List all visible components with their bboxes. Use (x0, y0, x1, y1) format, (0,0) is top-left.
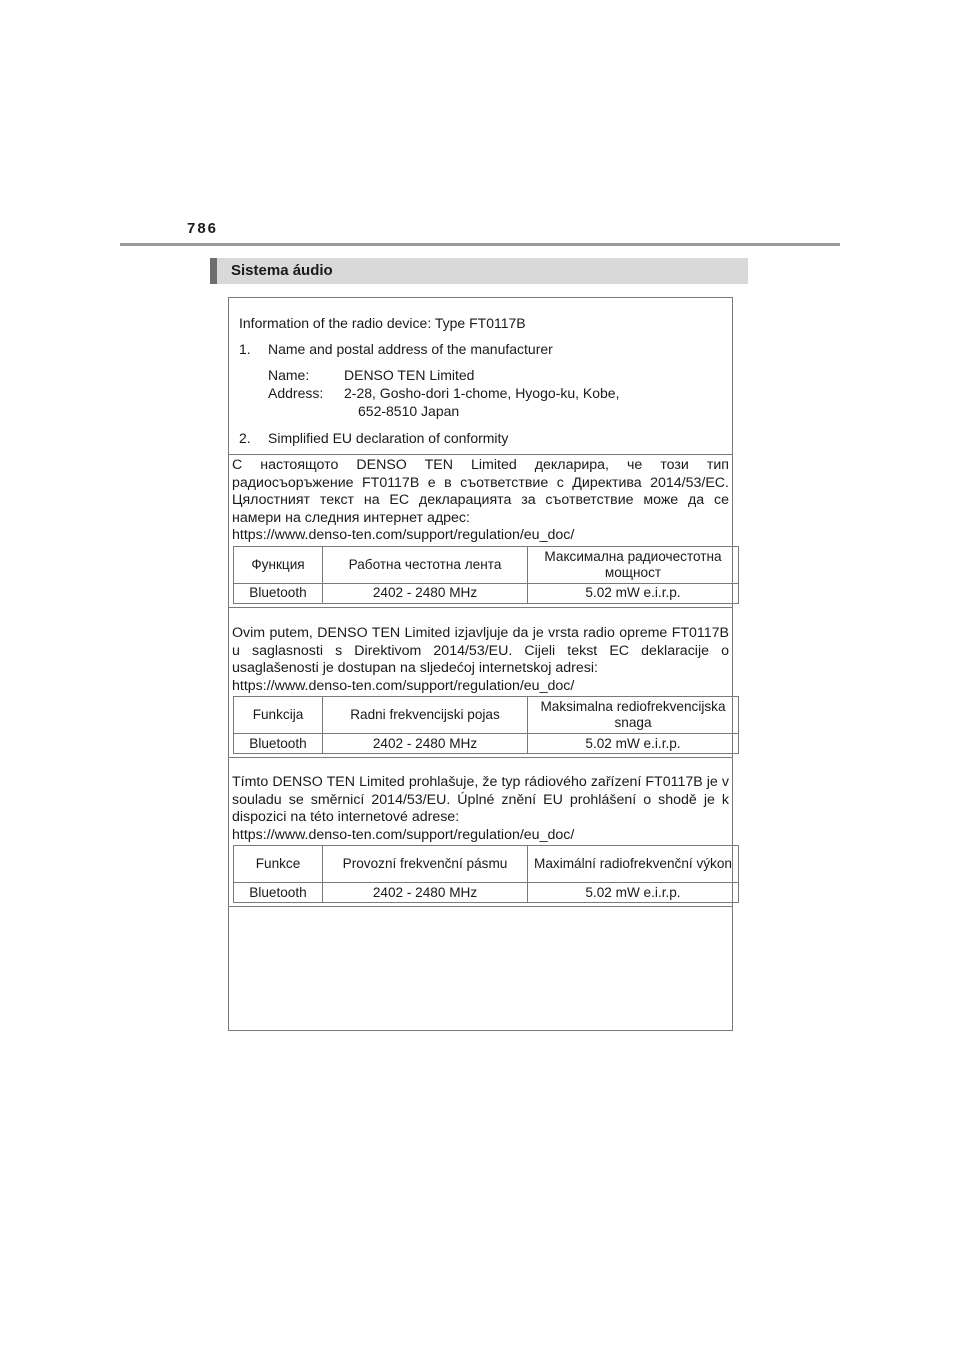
power-value: 5.02 mW e.i.r.p. (528, 734, 739, 754)
name-value: DENSO TEN Limited (344, 367, 475, 383)
header-rule (120, 243, 840, 246)
item1-number: 1. (239, 341, 251, 357)
address-line-1: 2-28, Gosho-dori 1-chome, Hyogo-ku, Kobe, (344, 385, 620, 401)
col-power-header: Максимална радиочестотна мощност (528, 546, 739, 583)
item1-text: Name and postal address of the manufacturer (268, 341, 553, 357)
declaration-block-bulgarian (229, 454, 732, 608)
declaration-body: С настоящото DENSO TEN Limited декларира, че този тип радиосъоръжение FT0117B е в съответствие с Директива 2014/53/EC. Цялостният текст на ЕС декларацията за съответствие може да се намери на следния интернет адрес: (232, 457, 729, 526)
function-value: Bluetooth (234, 734, 323, 754)
function-value: Bluetooth (234, 883, 323, 903)
spec-value-row (234, 883, 739, 903)
function-value: Bluetooth (234, 583, 323, 603)
declaration-body: Ovim putem, DENSO TEN Limited izjavljuje da je vrsta radio opreme FT0117B u saglasnosti s Direktivom 2014/53/EU. Cijeli tekst EC deklaracije o usaglašenosti je dostupan na sljedećoj internetskoj adresi: (232, 625, 729, 677)
declaration-block-czech (229, 771, 732, 907)
band-value: 2402 - 2480 MHz (323, 734, 528, 754)
device-info-heading: Information of the radio device: Type FT0117B (239, 315, 526, 331)
section-header (210, 258, 748, 284)
declaration-text (229, 771, 732, 844)
address-label: Address: (268, 385, 324, 401)
declaration-text (229, 622, 732, 695)
spec-header-row (234, 846, 739, 883)
col-band-header: Radni frekvencijski pojas (323, 697, 528, 734)
section-title: Sistema áudio (231, 262, 333, 279)
content-frame (228, 297, 733, 1031)
spec-table (233, 696, 739, 754)
spec-value-row (234, 734, 739, 754)
declaration-block-bosnian (229, 622, 732, 758)
declaration-body: Tímto DENSO TEN Limited prohlašuje, že typ rádiového zařízení FT0117B je v souladu se směrnicí 2014/53/EU. Úplné znění EU prohlášení o shodě je k dispozici na této internetové adrese: (232, 774, 729, 826)
band-value: 2402 - 2480 MHz (323, 883, 528, 903)
device-info-block (229, 298, 732, 455)
declaration-text (229, 454, 732, 545)
spec-header-row (234, 697, 739, 734)
item2-number: 2. (239, 430, 251, 446)
page-number: 786 (187, 220, 219, 237)
col-band-header: Provozní frekvenční pásmu (323, 846, 528, 883)
address-line-2: 652-8510 Japan (358, 403, 460, 419)
item2-text: Simplified EU declaration of conformity (268, 430, 509, 446)
spec-header-row (234, 546, 739, 583)
band-value: 2402 - 2480 MHz (323, 583, 528, 603)
col-band-header: Работна честотна лента (323, 546, 528, 583)
power-value: 5.02 mW e.i.r.p. (528, 883, 739, 903)
spec-table (233, 845, 739, 903)
col-function-header: Funkcija (234, 697, 323, 734)
spec-value-row (234, 583, 739, 603)
name-label: Name: (268, 367, 310, 383)
declaration-url[interactable]: https://www.denso-ten.com/support/regulation/eu_doc/ (232, 527, 575, 544)
col-power-header: Maksimalna rediofrekvencijska snaga (528, 697, 739, 734)
declaration-url[interactable]: https://www.denso-ten.com/support/regulation/eu_doc/ (232, 677, 575, 694)
power-value: 5.02 mW e.i.r.p. (528, 583, 739, 603)
col-power-header: Maximální radiofrekvenční výkon (528, 846, 739, 883)
col-function-header: Funkce (234, 846, 323, 883)
declaration-url[interactable]: https://www.denso-ten.com/support/regulation/eu_doc/ (232, 826, 575, 843)
col-function-header: Функция (234, 546, 323, 583)
spec-table (233, 546, 739, 604)
